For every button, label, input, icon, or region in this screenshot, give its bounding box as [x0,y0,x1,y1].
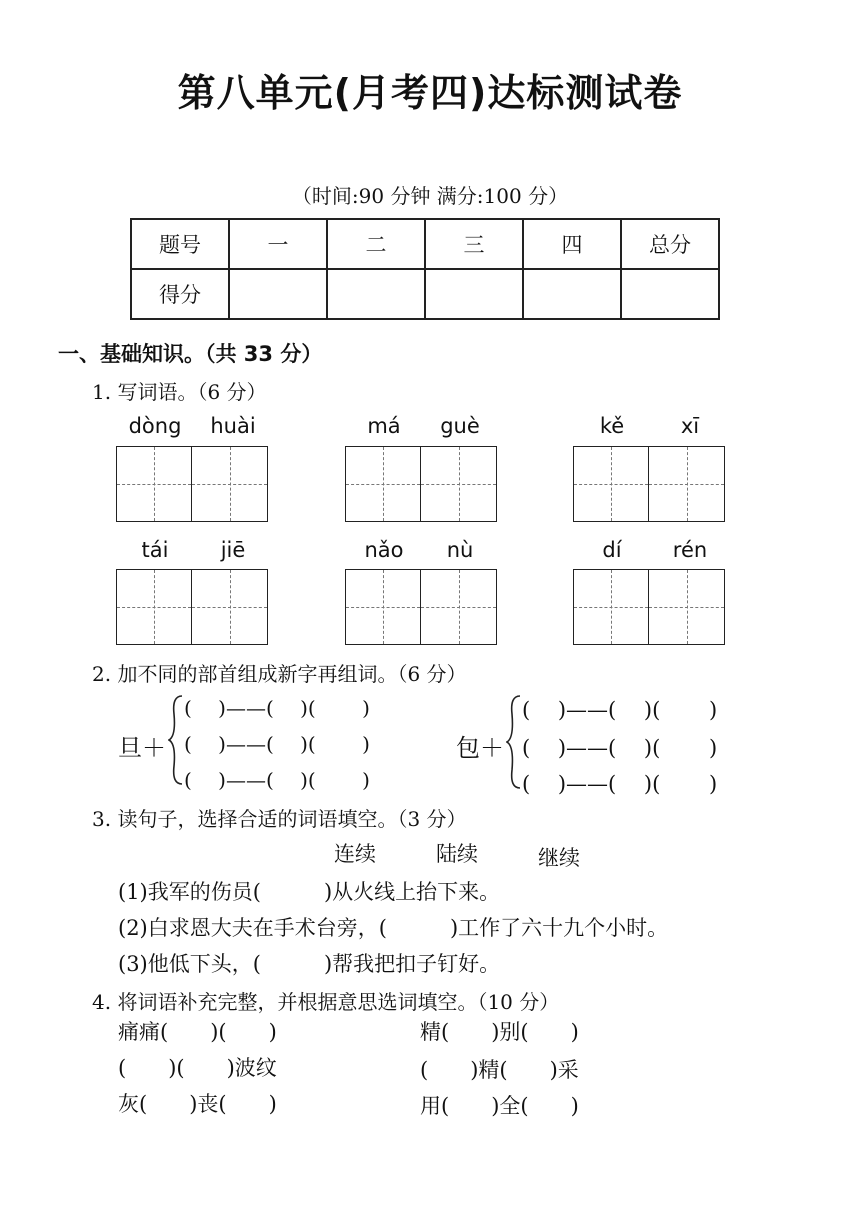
pinyin: dòng [128,414,182,438]
score-table-header-row [131,219,719,269]
radical-blank-line[interactable]: ( )——( )( ) [184,696,370,720]
score-cell[interactable] [229,269,327,319]
radical-blank-line[interactable]: ( )——( )( ) [522,698,718,722]
word-option: 陆续 [436,842,478,866]
brace-icon [506,694,522,790]
radical-base-char: 包＋ [456,734,504,762]
pinyin: dí [602,538,622,562]
question-4-label: 4. 将词语补充完整，并根据意思选词填空。（10 分） [92,990,560,1014]
pinyin: nǎo [364,538,404,562]
writing-grid[interactable] [116,446,268,522]
idiom-blank[interactable]: 精( )别( ) [420,1020,579,1044]
pinyin: má [367,414,401,438]
idiom-blank[interactable]: ( )( )波纹 [118,1056,277,1080]
writing-grid[interactable] [573,446,725,522]
question-3-label: 3. 读句子，选择合适的词语填空。（3 分） [92,807,467,831]
header-cell: 三 [425,219,523,269]
score-cell[interactable] [327,269,425,319]
radical-base-char: 旦＋ [118,734,166,762]
pinyin: kě [599,414,625,438]
word-option: 连续 [334,842,376,866]
pinyin: jiē [220,538,246,562]
header-cell: 二 [327,219,425,269]
radical-blank-line[interactable]: ( )——( )( ) [184,768,370,792]
page-title: 第八单元(月考四)达标测试卷 [177,71,683,115]
idiom-blank[interactable]: ( )精( )采 [420,1058,579,1082]
radical-blank-line[interactable]: ( )——( )( ) [522,736,718,760]
writing-grid[interactable] [345,569,497,645]
header-cell: 一 [229,219,327,269]
fill-sentence[interactable]: (3)他低下头，( )帮我把扣子钉好。 [118,952,501,976]
question-1-label: 1. 写词语。（6 分） [92,380,267,404]
score-table [130,218,720,320]
idiom-blank[interactable]: 灰( )丧( ) [118,1092,277,1116]
writing-grid[interactable] [345,446,497,522]
header-cell: 总分 [621,219,719,269]
section-1-heading: 一、基础知识。（共 33 分） [58,342,323,366]
pinyin: huài [210,414,256,438]
pinyin: xī [680,414,700,438]
word-option: 继续 [538,846,580,870]
score-cell[interactable] [425,269,523,319]
header-cell: 题号 [131,219,229,269]
radical-blank-line[interactable]: ( )——( )( ) [184,732,370,756]
radical-blank-line[interactable]: ( )——( )( ) [522,772,718,796]
brace-icon [168,694,184,786]
pinyin: nù [446,538,474,562]
header-cell: 四 [523,219,621,269]
question-2-label: 2. 加不同的部首组成新字再组词。（6 分） [92,662,467,686]
idiom-blank[interactable]: 痛痛( )( ) [118,1020,277,1044]
score-row-label: 得分 [131,269,229,319]
exam-info: （时间:90 分钟 满分:100 分） [291,184,569,208]
score-cell[interactable] [523,269,621,319]
fill-sentence[interactable]: (1)我军的伤员( )从火线上抬下来。 [118,880,501,904]
score-cell[interactable] [621,269,719,319]
score-table-score-row [131,269,719,319]
pinyin: guè [440,414,480,438]
writing-grid[interactable] [116,569,268,645]
pinyin: rén [672,538,708,562]
writing-grid[interactable] [573,569,725,645]
pinyin: tái [141,538,169,562]
fill-sentence[interactable]: (2)白求恩大夫在手术台旁，( )工作了六十九个小时。 [118,916,669,940]
idiom-blank[interactable]: 用( )全( ) [420,1094,579,1118]
